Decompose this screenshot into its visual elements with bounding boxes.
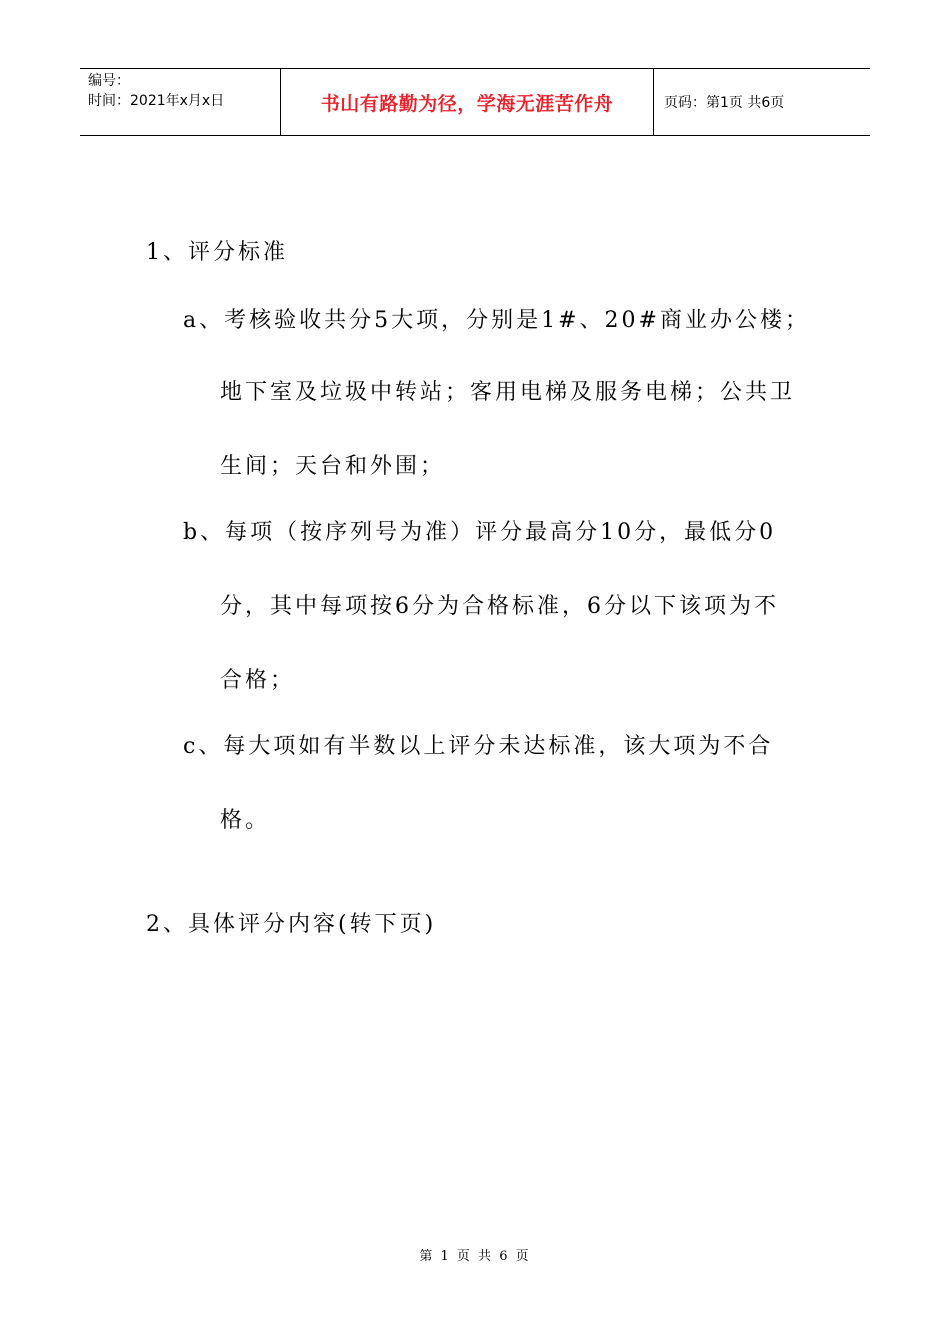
item-b-line2: 分，其中每项按6分为合格标准，6分以下该项为不 xyxy=(220,594,779,619)
item-a-line1: a、考核验收共分5大项，分别是1#、20#商业办公楼； xyxy=(183,308,810,333)
item-a-line2: 地下室及垃圾中转站；客用电梯及服务电梯；公共卫 xyxy=(220,380,796,405)
header-page-cell xyxy=(654,69,870,135)
document-header xyxy=(80,68,870,136)
time-label: 时间：2021年x月x日 xyxy=(88,93,225,109)
page-footer: 第 1 页 共 6 页 xyxy=(419,1249,531,1264)
section2-title: 2、具体评分内容(转下页) xyxy=(146,912,437,937)
item-a-line3: 生间；天台和外围； xyxy=(220,454,446,479)
item-b-line3: 合格； xyxy=(220,668,296,693)
motto-text: 书山有路勤为径，学海无涯苦作舟 xyxy=(320,92,614,115)
item-b-line1: b、每项（按序列号为准）评分最高分10分，最低分0 xyxy=(183,520,777,545)
item-c-line2: 格。 xyxy=(220,808,271,833)
page-info: 页码：第1页 共6页 xyxy=(664,95,785,111)
section1-title: 1、评分标准 xyxy=(146,240,288,265)
item-c-line1: c、每大项如有半数以上评分未达标准，该大项为不合 xyxy=(183,734,774,759)
number-label: 编号： xyxy=(88,73,130,89)
header-motto-cell xyxy=(281,69,654,135)
header-info-cell xyxy=(80,69,281,135)
